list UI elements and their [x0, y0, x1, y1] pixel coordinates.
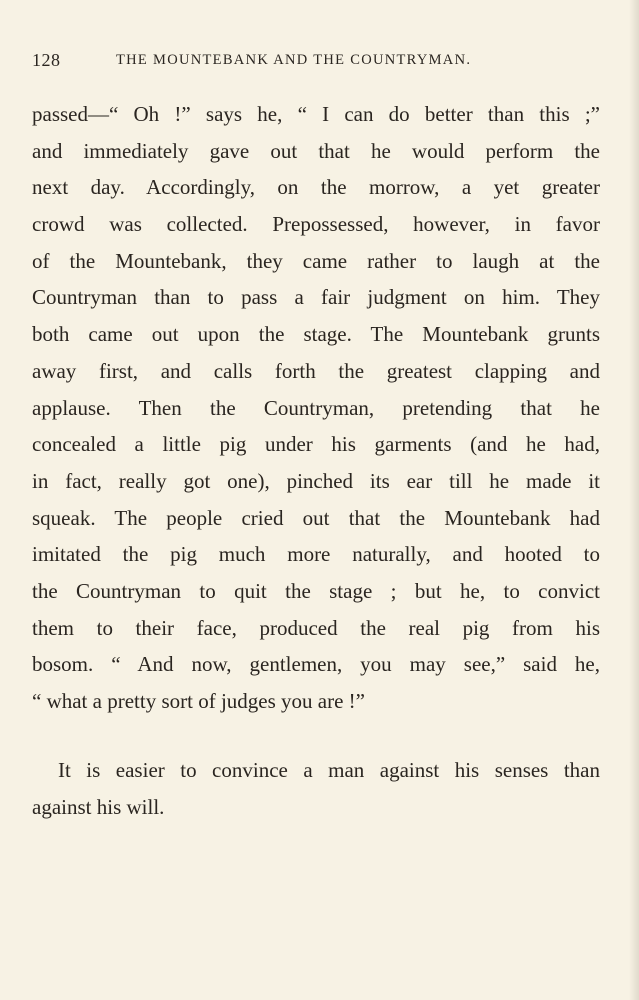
- text-line: them to their face, produced the real pig from his: [32, 615, 600, 640]
- moral-paragraph: [32, 752, 600, 825]
- text-line: Countryman than to pass a fair judgment on him. They: [32, 285, 600, 310]
- page-edge-shadow: [629, 0, 639, 1000]
- text-line: of the Mountebank, they came rather to laugh at the: [32, 248, 600, 273]
- text-line: away first, and calls forth the greatest clapping and: [32, 358, 600, 383]
- text-line: bosom. “ And now, gentlemen, you may see,” said he,: [32, 652, 600, 677]
- text-line: squeak. The people cried out that the Mountebank had: [32, 505, 600, 530]
- text-line: both came out upon the stage. The Mountebank grunts: [32, 322, 600, 347]
- text-line: the Countryman to quit the stage ; but he, to convict: [32, 578, 600, 603]
- text-line: applause. Then the Countryman, pretending that he: [32, 395, 600, 420]
- story-paragraph: [32, 96, 600, 720]
- text-line: and immediately gave out that he would perform the: [32, 138, 600, 163]
- moral-line: It is easier to convince a man against his senses than: [58, 758, 600, 782]
- running-head: [32, 50, 607, 74]
- text-line: imitated the pig much more naturally, and hooted to: [32, 542, 600, 567]
- text-line: in fact, really got one), pinched its ear till he made it: [32, 468, 600, 493]
- text-line: passed—“ Oh !” says he, “ I can do better than this ;”: [32, 102, 600, 126]
- moral-line: against his will.: [32, 794, 165, 819]
- text-line: next day. Accordingly, on the morrow, a yet greater: [32, 175, 600, 200]
- text-line: crowd was collected. Prepossessed, however, in favor: [32, 212, 600, 237]
- running-title: THE MOUNTEBANK AND THE COUNTRYMAN.: [116, 52, 472, 68]
- text-line: concealed a little pig under his garments (and he had,: [32, 432, 600, 457]
- text-line: “ what a pretty sort of judges you are !”: [32, 689, 365, 713]
- page-number: 128: [32, 50, 61, 70]
